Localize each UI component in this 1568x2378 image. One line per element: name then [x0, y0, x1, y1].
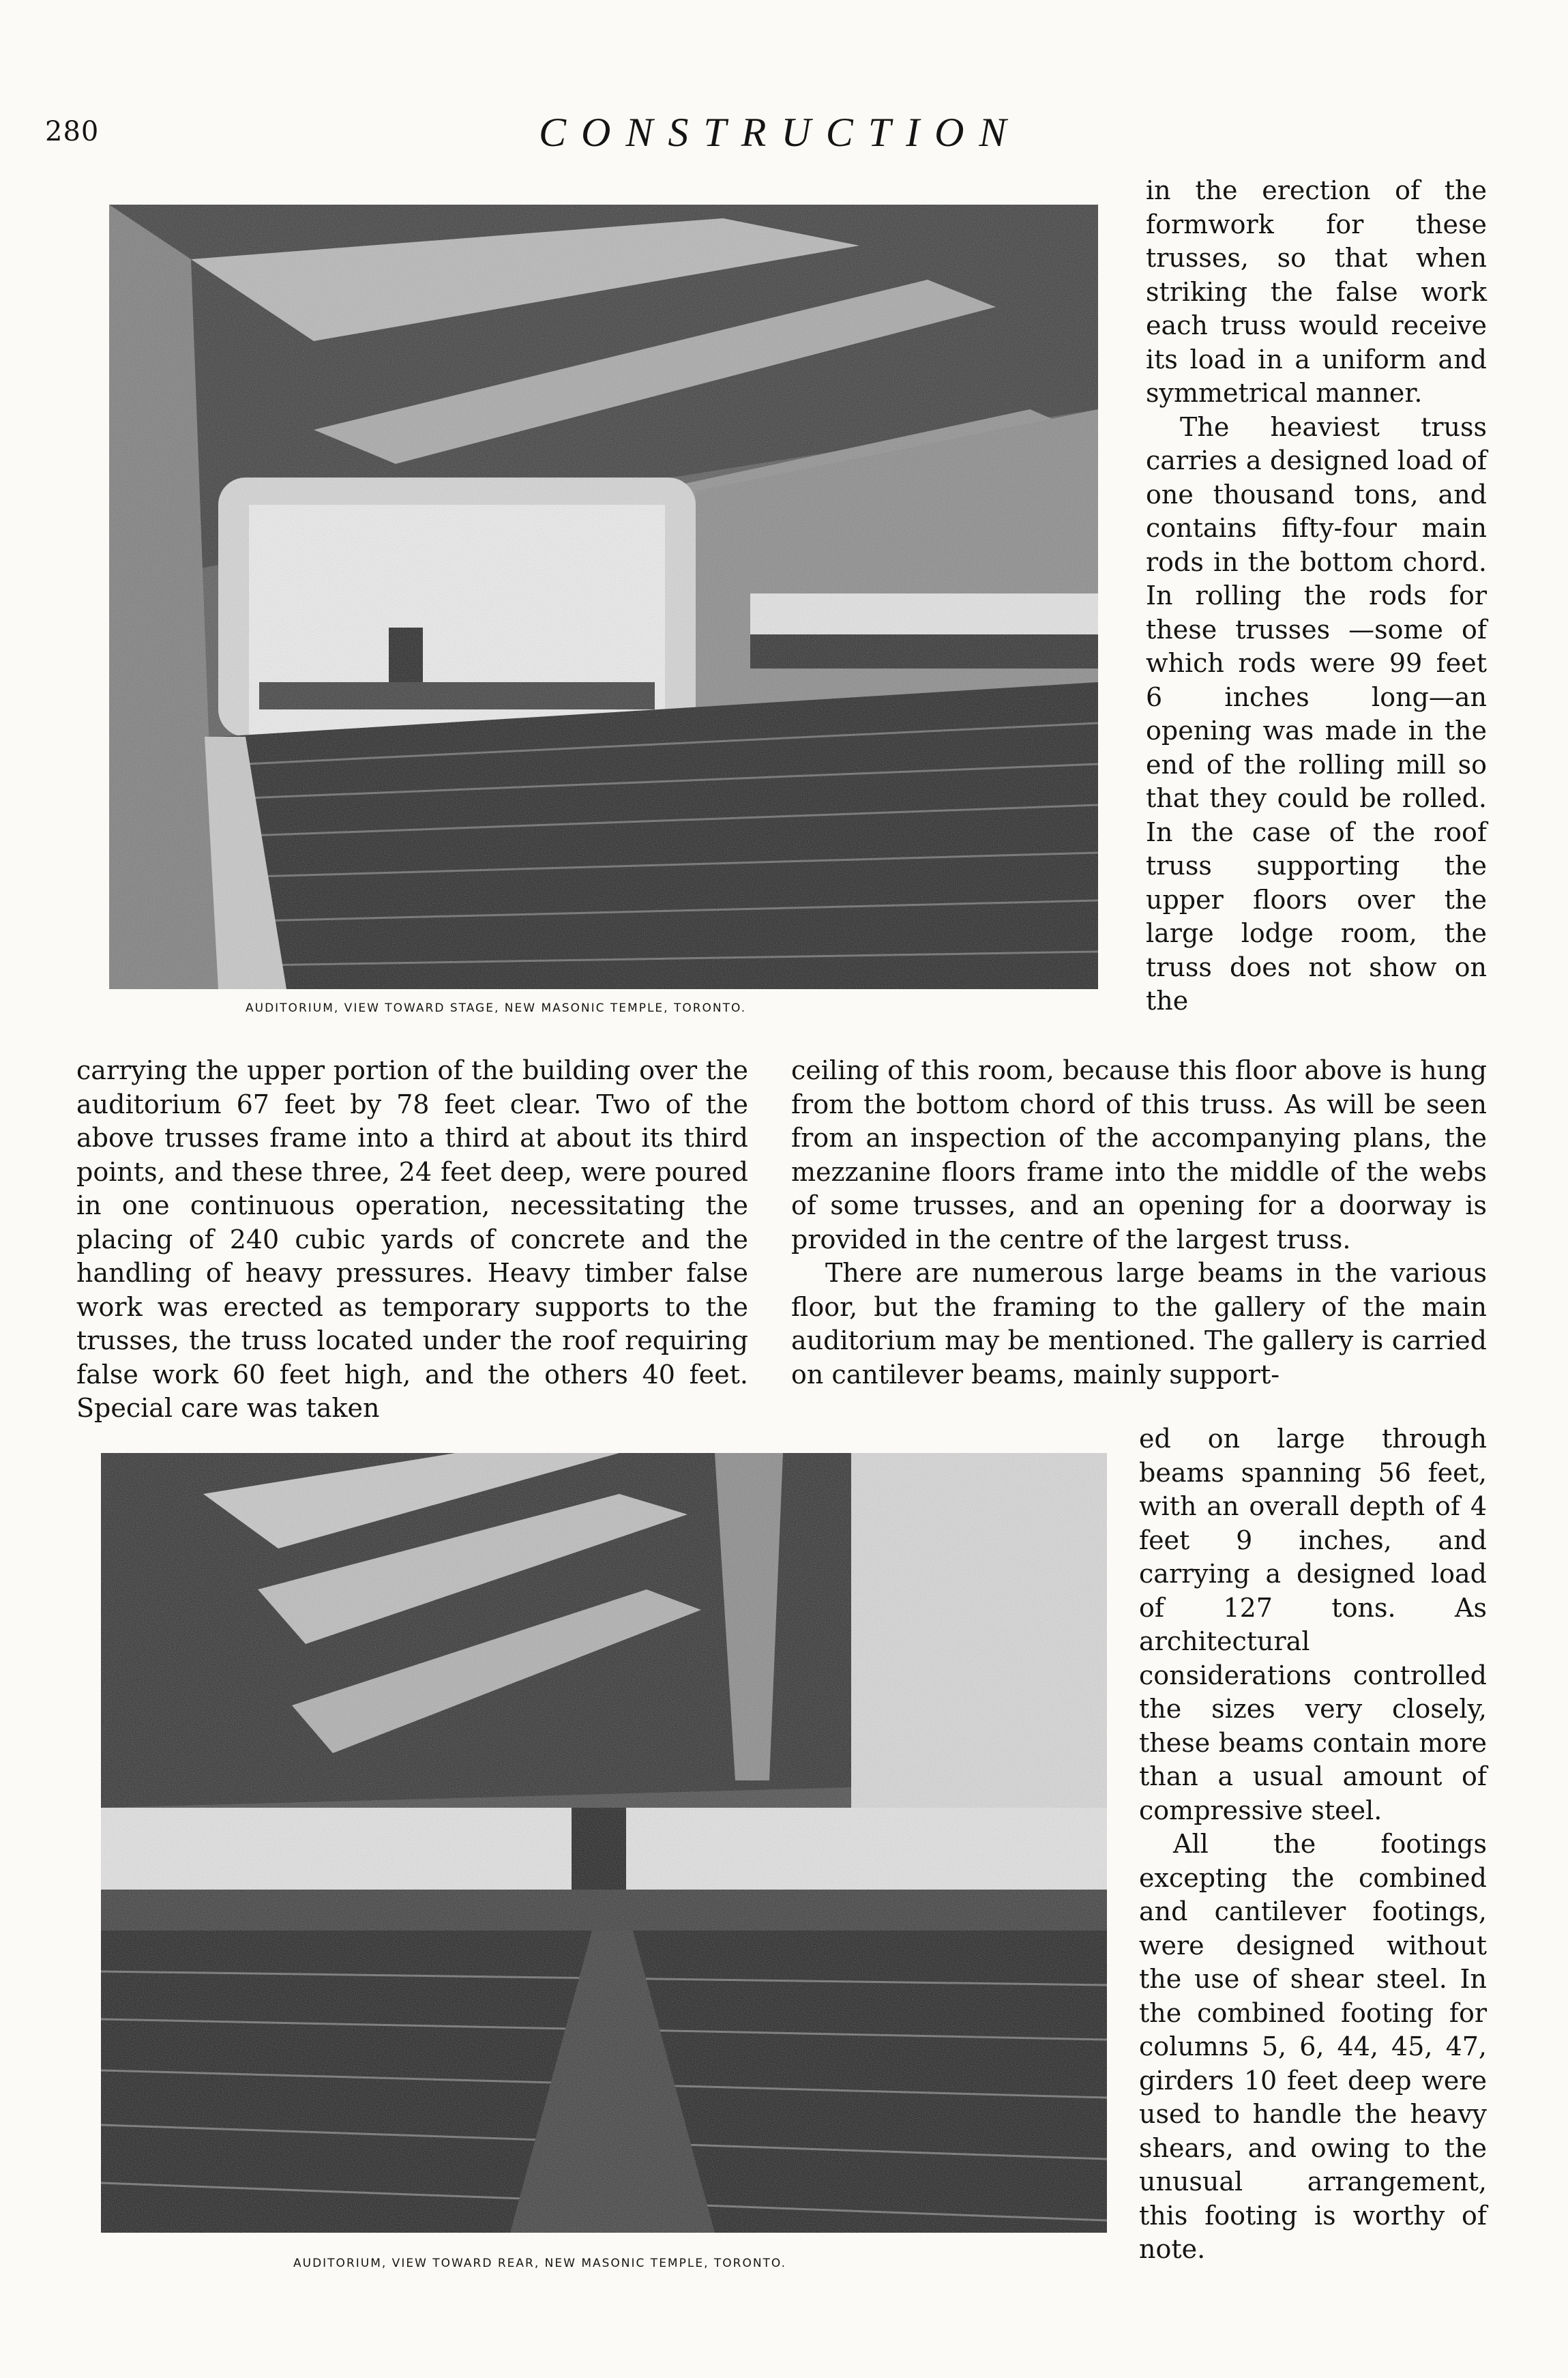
running-title: CONSTRUCTION: [539, 110, 1022, 155]
auditorium-stage-photo: [109, 205, 1098, 989]
figure-caption: AUDITORIUM, VIEW TOWARD REAR, NEW MASONIC TEMPLE, TORONTO.: [293, 2257, 787, 2270]
paragraph: The heaviest truss carries a designed load of one thousand tons, and contains fifty-four main rods in the bottom chord. In rolling the rods for these trusses —some of which rods were 99 feet 6 inches long—an opening was made in the end of the rolling mill so that they could be rolled. In the case of the roof truss supporting the upper floors over the large lodge room, the truss does not show on the: [1146, 411, 1487, 1016]
auditorium-rear-photo: [101, 1453, 1107, 2233]
left-column: [76, 1054, 748, 1426]
right-column-top: [1146, 174, 1487, 1018]
right-column-bottom: [1139, 1422, 1487, 2267]
figure-caption: AUDITORIUM, VIEW TOWARD STAGE, NEW MASONIC TEMPLE, TORONTO.: [246, 1001, 747, 1015]
paragraph: All the footings excepting the combined and cantilever footings, were designed without the use of shear steel. In the combined footing for columns 5, 6, 44, 45, 47, girders 10 feet deep were used to handle the heavy shears, and owing to the unusual arrangement, this footing is worthy of note.: [1139, 1829, 1487, 2264]
paragraph: ceiling of this room, because this floor above is hung from the bottom chord of this truss. As will be seen from an inspection of the accompanying plans, the mezzanine floors frame into the middle of the webs of some trusses, and an opening for a doorway is provided in the centre of the largest truss.: [791, 1055, 1487, 1254]
paragraph: There are numerous large beams in the various floor, but the framing to the gallery of the main auditorium may be mentioned. The gallery is carried on cantilever beams, mainly support-: [791, 1258, 1487, 1390]
paragraph: carrying the upper portion of the building over the auditorium 67 feet by 78 feet clear. Two of the above trusses frame into a third at about its third points, and these three, 24 feet deep, were poured in one continuous operation, necessitating the placing of 240 cubic yards of concrete and the handling of heavy pressures. Heavy timber false work was erected as temporary supports to the trusses, the truss located under the roof requiring false work 60 feet high, and the others 40 feet. Special care was taken: [76, 1055, 748, 1423]
page-number: 280: [45, 116, 100, 147]
middle-column: [791, 1054, 1487, 1392]
paragraph: in the erection of the formwork for these trusses, so that when striking the false work each truss would receive its load in a uniform and symmetrical manner.: [1146, 175, 1487, 408]
paragraph: ed on large through beams spanning 56 feet, with an overall depth of 4 feet 9 inches, and carrying a designed load of 127 tons. As architectural considerations controlled the sizes very closely, these beams contain more than a usual amount of compressive steel.: [1139, 1424, 1487, 1825]
